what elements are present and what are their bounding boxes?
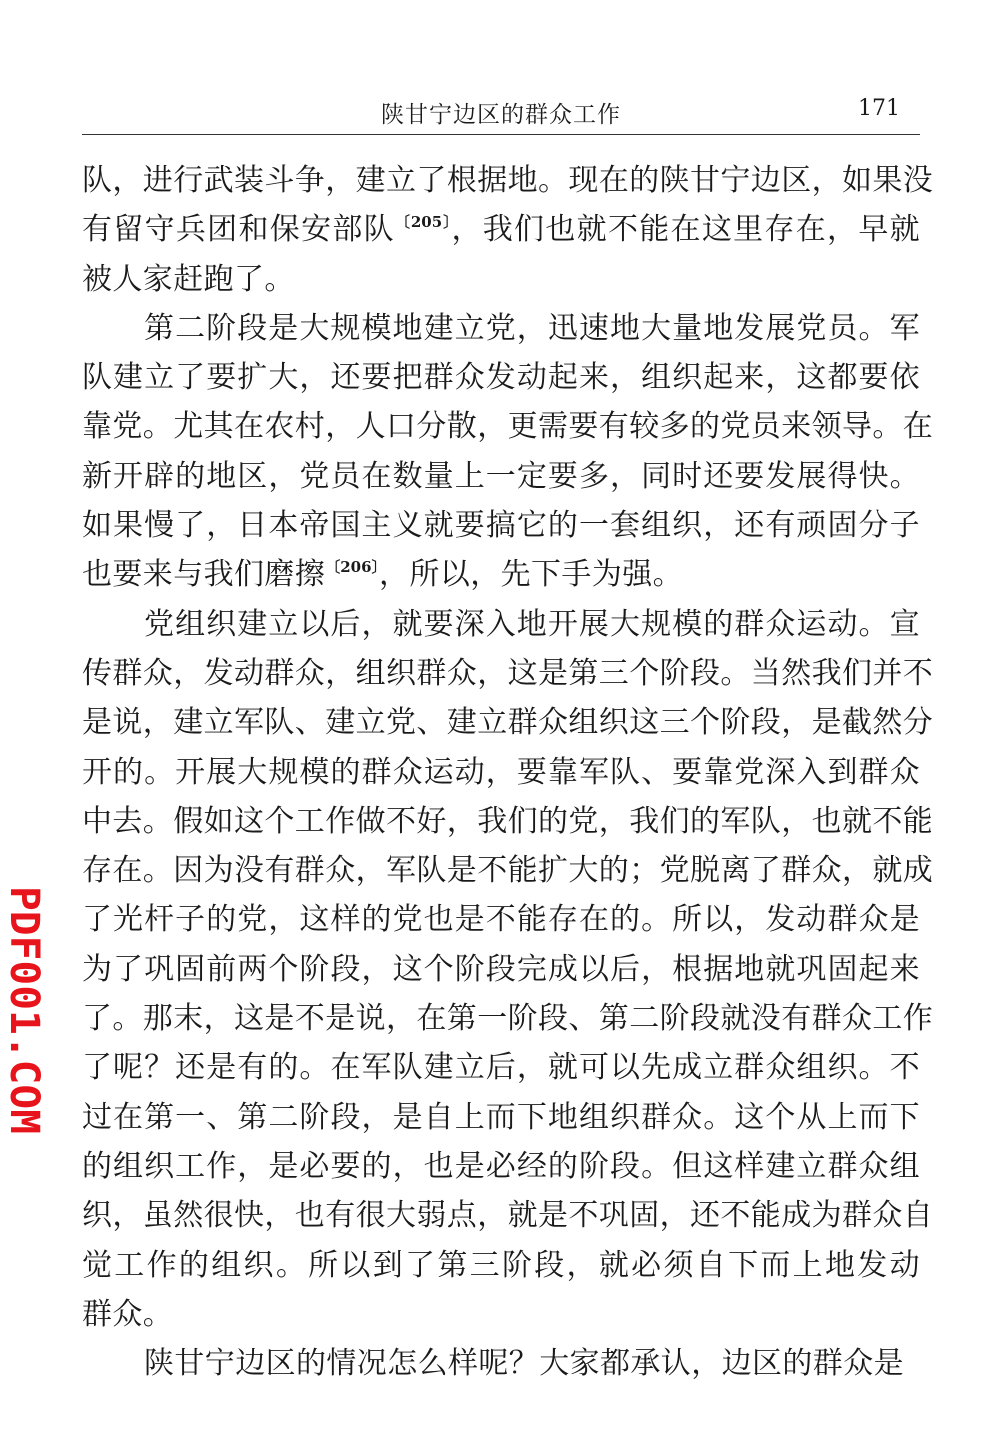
text-line: 新开辟的地区，党员在数量上一定要多，同时还要发展得快。 (82, 458, 920, 494)
text-line: 队建立了要扩大，还要把群众发动起来，组织起来，这都要依 (82, 360, 920, 396)
text-line: 群众。 (82, 1296, 174, 1332)
text-line: 被人家赶跑了。 (82, 261, 295, 297)
text-line: 有留守兵团和保安部队$^{〔205〕}$，我们也就不能在这里存在，早就 (82, 212, 921, 248)
text-line: 传群众，发动群众，组织群众，这是第三个阶段。当然我们并不 (82, 655, 934, 691)
text-line: 也要来与我们磨擦$^{〔206〕}$，所以，先下手为强。 (82, 557, 684, 593)
text-line: 开的。开展大规模的群众运动，要靠军队、要靠党深入到群众 (82, 754, 920, 790)
footnote-reference: 〔205〕 (394, 213, 452, 232)
text-line: 是说，建立军队、建立党、建立群众组织这三个阶段，是截然分 (82, 705, 934, 741)
text-line: 如果慢了，日本帝国主义就要搞它的一套组织，还有顽固分子 (82, 508, 920, 544)
page-number: 171 (858, 96, 900, 121)
text-line: 存在。因为没有群众，军队是不能扩大的；党脱离了群众，就成 (82, 853, 934, 889)
text-line: 的组织工作，是必要的，也是必经的阶段。但这样建立群众组 (82, 1148, 920, 1184)
text-line: 了。那末，这是不是说，在第一阶段、第二阶段就没有群众工作 (82, 1001, 934, 1037)
paragraph-first-line: 党组织建立以后，就要深入地开展大规模的群众运动。宣 (144, 606, 920, 642)
paragraph-first-line: 第二阶段是大规模地建立党，迅速地大量地发展党员。军 (144, 310, 920, 346)
text-line: 织，虽然很快，也有很大弱点，就是不巩固，还不能成为群众自 (82, 1198, 934, 1234)
text-line: 靠党。尤其在农村，人口分散，更需要有较多的党员来领导。在 (82, 409, 934, 445)
running-title: 陕甘宁边区的群众工作 (381, 102, 621, 128)
text-line: 觉工作的组织。所以到了第三阶段，就必须自下而上地发动 (82, 1247, 920, 1283)
running-header (82, 94, 920, 135)
text-line: 了光杆子的党，这样的党也是不能存在的。所以，发动群众是 (82, 902, 920, 938)
text-line: 队，进行武装斗争，建立了根据地。现在的陕甘宁边区，如果没 (82, 163, 934, 198)
footnote-reference: 〔206〕 (325, 558, 380, 577)
text-line: 了呢？还是有的。在军队建立后，就可以先成立群众组织。不 (82, 1050, 920, 1086)
text-line: 中去。假如这个工作做不好，我们的党，我们的军队，也就不能 (82, 803, 934, 839)
paragraph-first-line: 陕甘宁边区的情况怎么样呢？大家都承认，边区的群众是 (144, 1346, 904, 1382)
text-line: 为了巩固前两个阶段，这个阶段完成以后，根据地就巩固起来 (82, 951, 920, 987)
text-line: 过在第一、第二阶段，是自上而下地组织群众。这个从上而下 (82, 1099, 920, 1135)
watermark (1, 886, 47, 1136)
body-text (82, 156, 934, 1388)
watermark-text: PDF001.COM (1, 886, 47, 1127)
